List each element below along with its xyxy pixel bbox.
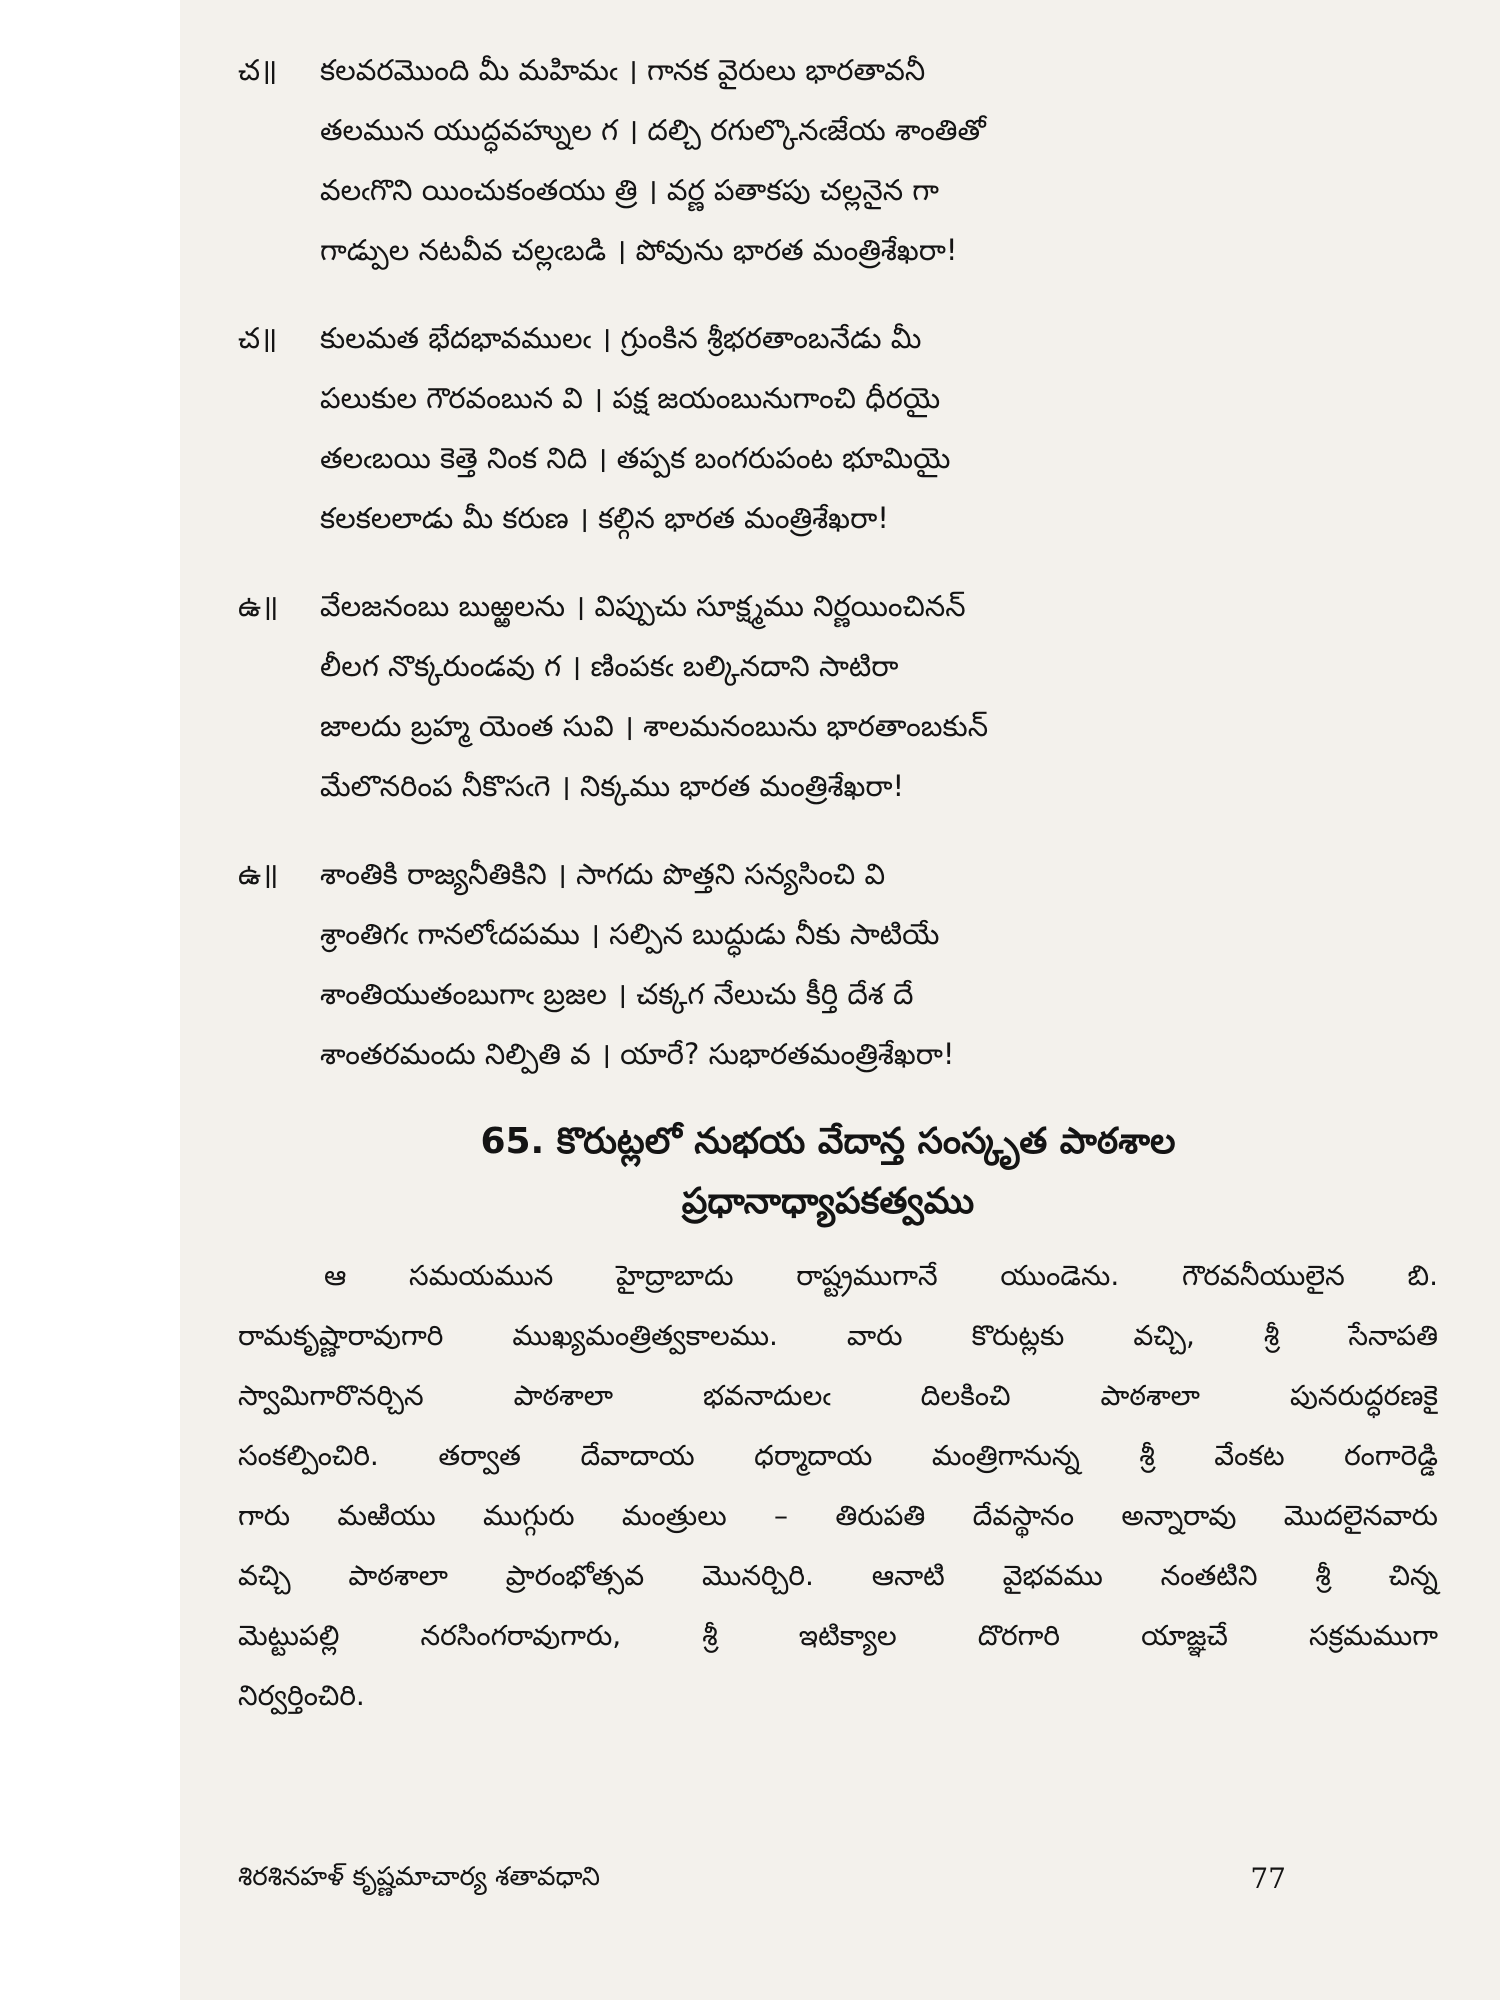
page-content (238, 40, 1438, 1726)
section-heading-line-1: 65. కొరుట్లలో నుభయ వేదాన్త సంస్కృత పాఠశాల (480, 1121, 1176, 1162)
section-heading (328, 1112, 1328, 1232)
body-paragraph (238, 1246, 1438, 1726)
verse-line (238, 100, 1438, 160)
verse-meter-marker: ఉ॥ (238, 857, 279, 891)
verse-line-text: శాంతియుతంబుగాఁ బ్రజల । చక్కగ నేలుచు కీర్తి దేశ దే (320, 977, 914, 1011)
verse-line-text: లీలగ నొక్కరుండవు గ । ణింపకఁ బల్కినదాని సాటిరా (320, 649, 899, 683)
verse-line-text: పలుకుల గౌరవంబున వి । పక్ష జయంబునుగాంచి ధీరయై (320, 381, 941, 415)
verse-line (238, 488, 1438, 548)
verse-line-text: గాడ్పుల నటవీవ చల్లఁబడి । పోవును భారత మంత్రిశేఖరా! (320, 233, 958, 267)
verse-line (238, 636, 1438, 696)
verse-line-text: కులమత భేదభావములఁ । గ్రుంకిన శ్రీభరతాంబనేడు మీ (320, 321, 922, 355)
paragraph-line: మెట్టుపల్లి నరసింగరావుగారు, శ్రీ ఇటిక్యాల దొరగారి యాజ్ఞచే సక్రమముగా (238, 1619, 1438, 1652)
verse-line-text: శ్రాంతిగఁ గానలోఁదపము । సల్పిన బుద్ధుడు నీకు సాటియే (320, 917, 940, 951)
verse-meter-marker: ఉ॥ (238, 589, 279, 623)
verse (238, 308, 1438, 548)
verse-meter-marker: చ॥ (238, 53, 278, 87)
verse-line (238, 220, 1438, 280)
verse-line-text: తలమున యుద్ధవహ్నుల గ । దల్చి రగుల్కొనఁజేయ శాంతితో (320, 113, 986, 147)
verse (238, 40, 1438, 280)
paragraph-line: రామకృష్ణారావుగారి ముఖ్యమంత్రిత్వకాలము. వారు కొరుట్లకు వచ్చి, శ్రీ సేనాపతి (238, 1319, 1438, 1352)
verse-line-text: వేలజనంబు బుఱ్ఱలను । విప్పుచు సూక్ష్మము నిర్ణయించినన్ (320, 589, 966, 623)
verse-line-text: శాంతికి రాజ్యనీతికిని । సాగదు పొత్తని సన్యసించి వి (320, 857, 886, 891)
verse-line (238, 308, 1438, 368)
verse-line (238, 844, 1438, 904)
verse-line (238, 696, 1438, 756)
verse-line-text: జాలదు బ్రహ్మ యెంత సువి । శాలమనంబును భారతాంబకున్ (320, 709, 989, 743)
verse-line (238, 368, 1438, 428)
running-footer-title: శిరశినహళ్ కృష్ణమాచార్య శతావధాని (238, 1862, 600, 1892)
paragraph-line: గారు మఱియు ముగ్గురు మంత్రులు – తిరుపతి దేవస్థానం అన్నారావు మొదలైనవారు (238, 1499, 1438, 1532)
page-number: 77 (1250, 1862, 1286, 1895)
verse (238, 576, 1438, 816)
verse-line (238, 756, 1438, 816)
verse-line (238, 40, 1438, 100)
verse-line-text: తలఁబయి కెత్తె నింక నిది । తప్పక బంగరుపంట భూమియై (320, 441, 951, 475)
verse-meter-marker: చ॥ (238, 321, 278, 355)
verse-line-text: కలవరమొంది మీ మహిమఁ । గానక వైరులు భారతావనీ (320, 53, 926, 87)
verse-line (238, 964, 1438, 1024)
book-page (180, 0, 1500, 2000)
section-heading-line-2: ప్రధానాధ్యాపకత్వము (681, 1181, 975, 1222)
verse-line-text: కలకలలాడు మీ కరుణ । కల్గిన భారత మంత్రిశేఖరా! (320, 501, 889, 535)
verse-line (238, 904, 1438, 964)
paragraph-line: ఆ సమయమున హైద్రాబాదు రాష్ట్రముగానే యుండెను. గౌరవనీయులైన బి. (324, 1259, 1438, 1292)
verse-line (238, 576, 1438, 636)
paragraph-line: స్వామిగారొనర్చిన పాఠశాలా భవనాదులఁ దిలకించి పాఠశాలా పునరుద్ధరణకై (238, 1379, 1438, 1412)
verse-line (238, 160, 1438, 220)
verse-line (238, 428, 1438, 488)
paragraph-line: వచ్చి పాఠశాలా ప్రారంభోత్సవ మొనర్చిరి. ఆనాటి వైభవము నంతటిని శ్రీ చిన్న (238, 1559, 1438, 1592)
verse-line-text: వలఁగొని యించుకంతయు త్రి । వర్ణ పతాకపు చల్లనైన గా (320, 173, 939, 207)
verse-line-text: మేలొనరింప నీకొసఁగె । నిక్కము భారత మంత్రిశేఖరా! (320, 769, 905, 803)
verse (238, 844, 1438, 1084)
verse-line-text: శాంతరమందు నిల్పితి వ । యారే? సుభారతమంత్రిశేఖరా! (320, 1037, 955, 1071)
page-footer (238, 1862, 1286, 1898)
paragraph-line: సంకల్పించిరి. తర్వాత దేవాదాయ ధర్మాదాయ మంత్రిగానున్న శ్రీ వేంకట రంగారెడ్డి (238, 1439, 1438, 1472)
verse-line (238, 1024, 1438, 1084)
paragraph-line: నిర్వర్తించిరి. (238, 1679, 365, 1712)
